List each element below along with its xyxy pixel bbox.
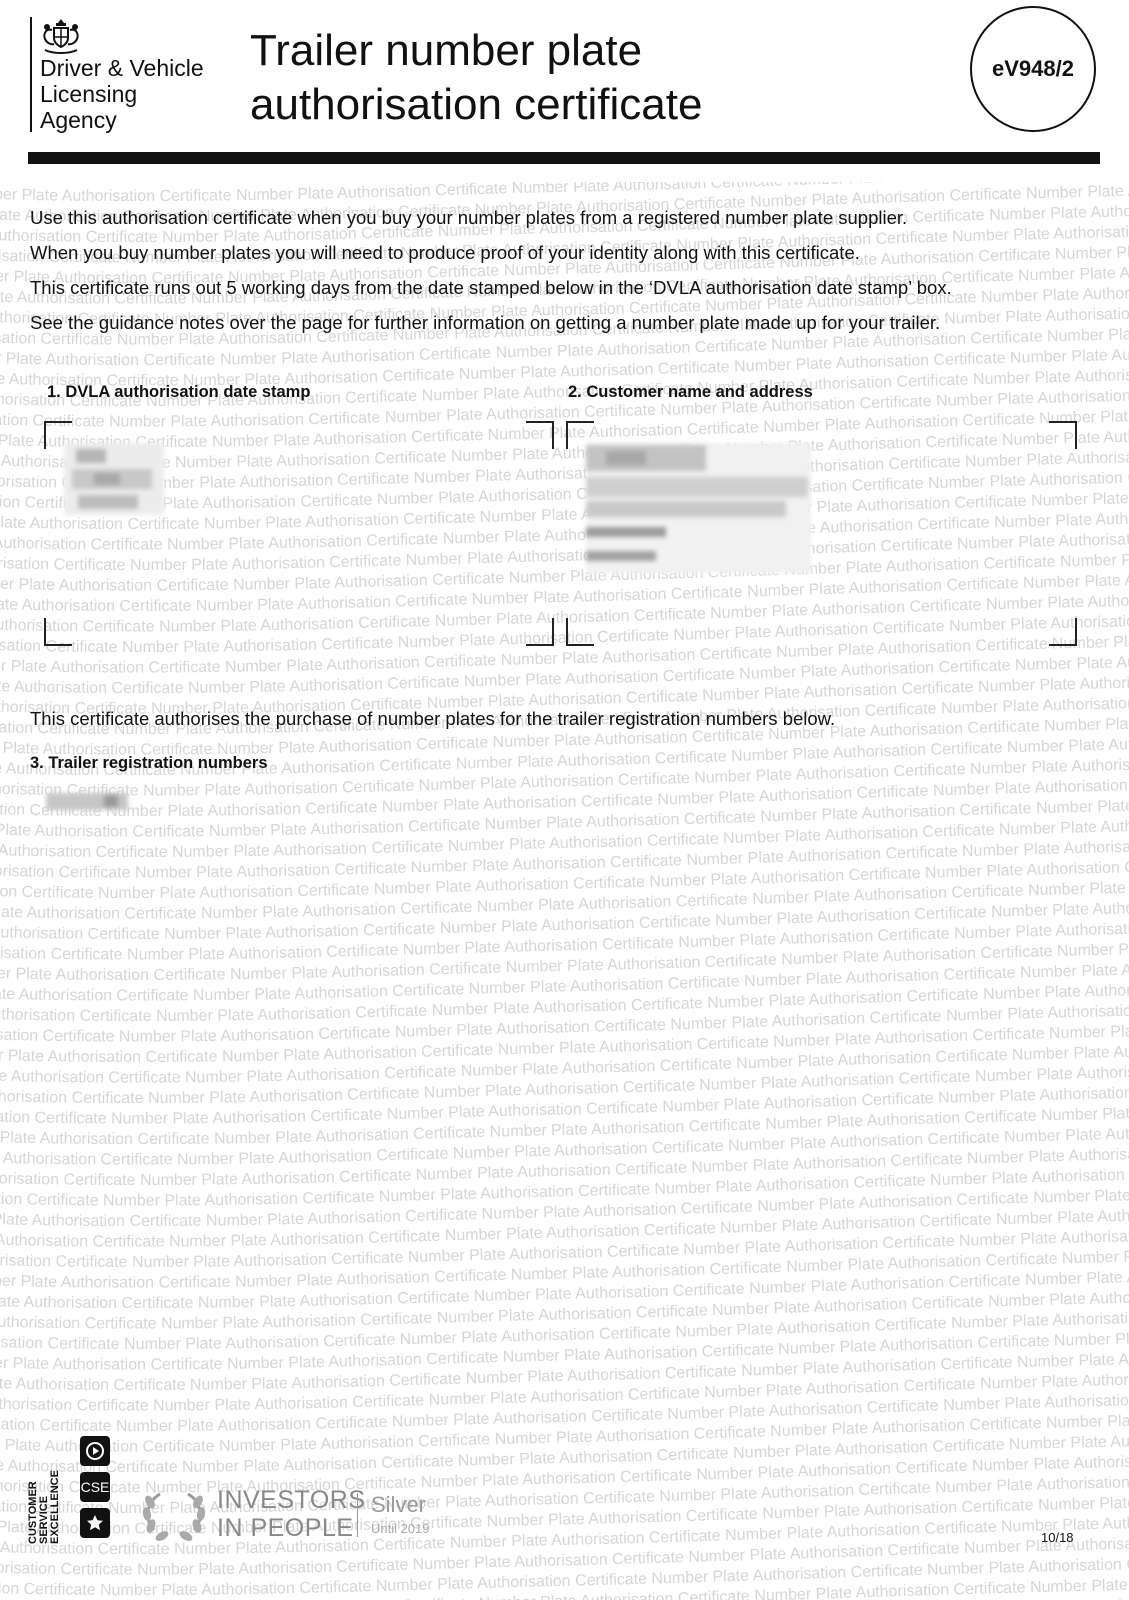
watermark-line: Plate Auth tion Certificate Number Plate Authorisation Certificate Number Plate Authorisation Certificate Number Plate Authorisation Certificate Number Pl [0, 182, 1129, 1456]
watermark-line: er Plate Authorisation Certificate Number Plate Authorisation Certificate Number Plate Authorisation mber Plate Authorisation Certificate Number [0, 182, 1129, 595]
watermark-line: tion Certificate Number Plate Authorisation Certificate Number Plate Authorisation Certificate Number Plate Authorisation Certificate Number Plate Authorisatio [0, 182, 1129, 738]
watermark-line: Authorisation Certificate Number Plate Authorisation Certificate Number Plate Authorisation Certificate Number Plate Authorisation Certificate Number Plate A [0, 182, 1129, 1476]
box-corner [566, 618, 594, 646]
iip-name-line: IN PEOPLE [217, 1514, 366, 1542]
watermark-line: te Authorisation Certificate Number Plate Authorisation Certificate Number Plate Authorisation Certificate Number Plate Authorisation Certificate Number Plate [0, 182, 1129, 308]
watermark-line: sation Certificate Number Plate Authorisation Certificate Number Plate Authorisation Certificate Number Plate Authorisation Certificate Number Plate Authorisati [0, 182, 1129, 267]
watermark-line: late Authorisation Certificate Number Plate Authorisation Certificate Number Plate Authorisation Certificate Number Plate Authorisation Certificate Number Plat [0, 182, 1129, 1230]
watermark-line: ation Certificate Number Plate Authorisation Certificate Number Plate [0, 182, 1129, 1600]
watermark-line: ation Certificate Number Plate Authorisation Certificate Number Plate Authorisation Certificate Number Plate Authorisation Certificate Number Plate Authorisatio [0, 182, 1129, 1435]
watermark-line: e Authorisation Certificate Number Plate Authorisation Certificate Number Plate Authorisation Certificate Number Plate Authorisation Certificate Number Plate A [0, 182, 1129, 697]
iip-divider [357, 1493, 358, 1537]
cse-caption-line: CUSTOMER [28, 1474, 39, 1544]
watermark-line: risation Certificate Number Plate Authorisation Certificate Number Plate Authorisation Certificate Number Plate Authorisation Certificate Number Plate Authoris [0, 182, 1129, 1189]
watermark-line: on Certificate Number Plate Authorisation Certificate Number Plate Authorisation Certificate Number Plate Authorisation Certificate Number Plate Authorisation [0, 182, 1129, 1599]
watermark-line: ate Authorisation Certificate Number Plate Authorisation Certificate Number Plate Authorisation Certificate Number Plate Authorisation Certificate Number Plate [0, 182, 1129, 923]
redacted-customer-address [586, 443, 811, 573]
watermark-line: Plate Authorisation Certificate Number Plate Authorisation Certificate Number Plate Authorisation Certificate Number Plate Authorisation Certificate Number Pl [0, 182, 1129, 369]
watermark-line: horisation Certificate Number Plate Authorisation Certificate Number Plate Authorisation Certificate Number Plate Authorisation Certificate Number Plate Autho [0, 182, 1129, 328]
watermark-line: tion Certificate Number Plate Authorisation Certificate Number Plate Authorisation Certificate Number Plate Authorisation Certificate Number Plate Authorisatio [0, 182, 1129, 1128]
watermark-line: Plate Authorisation Certificate Number Plate Authorisation Certificate Number Plate Authorisation Certificate Number Plate Authorisation Certificate Number Pla [0, 182, 1129, 759]
agency-name-line: Driver & Vehicle [40, 55, 230, 81]
watermark-line: ation Certificate Number Plate Authorisation Certificate Number Plate Authorisation Certificate Number Plate Authorisation Certificate Number Plate Authorisati [0, 182, 1129, 349]
iip-name-line: INVESTORS [217, 1486, 366, 1514]
watermark-line: Plate Authorisation Certificate Number Plate Authorisation Certificate Number Plate Authorisation Certificate Number Plate Authorisation Certificate Number Pl [0, 182, 1129, 1066]
watermark-line: sation Certificate Number Plate Authorisation Certificate Number Plate Authorisation Certificate Number Plate Authorisation Certificate Number Plate Authorisati [0, 182, 1129, 1353]
intro-line: Use this authorisation certificate when you buy your number plates from a registered number plate supplier. [30, 206, 1110, 230]
watermark-line: ion Certificate Number Plate Authorisation Certificate Number Plate Authorisation Certificate Number Plate Authorisation Certificate Number Plate Authorisation [0, 182, 1129, 820]
watermark-line: horisation Certificate Number Plate Authorisation Certificate Number Plate Authorisation Certificate Number Plate Authorisation Certificate Number Plate Author [0, 182, 1129, 718]
watermark-line: e Authorisation Certificate Number Plate Authorisation Certificate Number Plate Authorisation Certificate Number Plate Authorisation Certificate Number Plate A [0, 182, 1129, 1394]
watermark-line: ation Certificate Number Plate Authorisation Certificate Number Plate Authorisation Certificate Number Plate Authorisation Certificate Number Plate Authorisati [0, 182, 1129, 656]
watermark-line: risation mber Plate Authorisation Certificate Number Plate Authorisa thorisation Certificate Number Plate Authoris [0, 182, 1129, 492]
watermark-line: Authorisation Certificate Number Plate Authorisation Certificate Number Plate Authorisation Certificate Number Plate Authorisation Certificate Number Plate Aut [0, 182, 1129, 1558]
form-code-badge: eV948/2 [970, 6, 1096, 132]
watermark-line: late Authorisation Certificate Number Plate Authorisation Certificate Number Plate Plate Authorisation Certificate Number Plate [0, 182, 1129, 533]
watermark-line: on Certificate Number Plate Authorisation Certificate Number Plate Authorisation Certificate Number Plate Authorisation Certificate Number Plate Authorisation [0, 182, 1129, 902]
watermark-line: er Plate Authorisation Certificate Number Plate Authorisation Certificate Number Plate Authorisation Certificate Number Plate Authorisation Certificate Number [0, 182, 1129, 1292]
box-corner [1049, 618, 1077, 646]
investors-in-people-name [217, 1486, 366, 1542]
watermark-line: tion Certific Num er Plat Authorisation Certificate Number Plate Authorisation Certificate Number Plate Authorisation Certificate Number Plate Authorisatio [0, 182, 1129, 1517]
watermark-line: r Plate Authorisation Certificate Number Plate Authorisation Certificate Number Plate Authorisation Certificate Number Plate Authorisation Certificate Number P [0, 182, 1129, 984]
watermark-line: on Certif Plate Authorisation Certificate Number Plate Authorisation C ation Certificate Number Plate Authorisation [0, 182, 1129, 513]
cse-caption-line: SERVICE [39, 1474, 50, 1544]
watermark-line: late Aut ificate Number Plate Authorisation Certificate Number Plate Authorisation Certificate Number Plate Authorisation Certificate Number Plat [0, 182, 1129, 451]
agency-name-line: Licensing [40, 81, 230, 107]
title-line: Trailer number plate [250, 24, 890, 78]
box-corner [1049, 421, 1077, 449]
watermark-line: te Authorisation Certificate Number Plate Authorisation Certificate Number Plate Authorisation Certificate Number Plate Authorisation Certificate Number Plate [0, 182, 1129, 615]
watermark-line: ion Certificate Number Plate Authorisation Certificate Number Plate Authorisation Certificate Number Plate Authorisation Certificate Number Plate Authorisation [0, 182, 1129, 1210]
cse-caption-line: EXCELLENCE [50, 1474, 61, 1544]
redacted-registration-numbers [46, 793, 128, 810]
watermark-line: orisation Certificate Number Plate Authorisation Certificate Number Plate Authorisation Certificate Number Plate Authorisation Certificate Number Plate Authori [0, 182, 1129, 1107]
watermark-line: orisation Certificate Number Plate Authorisation Certificate Number Plate Authorisation Certificate Number Plate Authorisation Certificate Number Plate Authori [0, 182, 1129, 800]
watermark-line: tion Certificate Number Plate Authorisation Certificate Number Plate Authorisation Certificate Number Plate Authorisation Certificate Number Plate Authorisatio [0, 182, 1129, 431]
watermark-line: r Plate Authorisation Certificate Number Plate Authorisation Certificate Number Plate Authorisation Certificate Number Plate Authorisation Certificate Number P [0, 182, 1129, 1374]
watermark-line: te Authorisation Certificate Number Plate Authorisation Certificate Number Plate Authorisation Certificate Number Plate Authorisation Certificate Number Plate [0, 182, 1129, 1005]
watermark-line: risation Certificate Number Plate Authorisation Certificate Number Plate Authorisation Certificate Number Plate Authorisation Certificate Number Plate Authoris [0, 182, 1129, 882]
star-icon [80, 1508, 110, 1538]
watermark-line: horisation Certificate Number Plate Authorisation Certificate Number Plate Authorisation Certificate Number Plate Authorisation Certificate Number Plate Author [0, 182, 1129, 1415]
intro-line: See the guidance notes over the page for further information on getting a number plate made up for your trailer. [30, 311, 1110, 335]
watermark-line: Authorisation Certificate Number Plate Authorisation Certificate Number Plate Authorisation Certificate Number Plate Authorisation Certificate Number Plate A [0, 182, 1129, 1087]
watermark-line: orisation C cate Number Plate Authorisation Certificate Number Plate Authorisation Certificate Number Plate Authorisation Certificate Number Plate Authori [0, 182, 1129, 1497]
watermark-line: r Plate Authorisation Certificate Number Plate Authorisation Certificate Number Plate Authorisation Certificate Number Plate Authorisation Certificate Number Pl [0, 182, 1129, 677]
watermark-line: late Autho ion C rtifica e Number Plate Autho isation Certificate Number Plate Authorisation Certificate Number Plate Authorisation Certificate Number Plat [0, 182, 1129, 1538]
intro-line: This certificate runs out 5 working days from the date stamped below in the ‘DVLA authorisation date stamp’ box. [30, 276, 1110, 300]
watermark-line: er Plate Authorisation Certificate Number Plate Authorisation Certificate Number Plate Authorisation Certif [0, 182, 1129, 205]
agency-name-line: Agency [40, 107, 230, 133]
watermark-line: Authorisation Certificate Number Plate Authorisation Certificate Number Plate Authorisation Certificate Number Plate Authorisation Certificate Number Plate Au [0, 182, 1129, 1169]
play-icon [80, 1436, 110, 1466]
watermark-line: uthorisation Certificate Number Plate Authorisation Certificate Number Plate Authorisation Certificate Number Plate Authorisation Certificate Number Plate Auth [0, 182, 1129, 943]
watermark-line: Authoris e Number Plate Authorisation Certificate Number Plate Auth te Authorisation Certificate Number Plate Aut [0, 182, 1129, 472]
watermark-line: te Authorisation Certificate Number Plate Authorisation Certificate Number Plate Authorisation Certificate Number Plate Authorisation Certificate Number Plate [0, 182, 1129, 1312]
title-line: authorisation certificate [250, 78, 890, 132]
watermark-line: late Authorisation Certificate Number Plate Authorisation Certificate Number Plate Authorisation Certificate Number Plate Authorisation Certificate Number Plat [0, 182, 1129, 841]
watermark-line: thorisation Certificate Number Plate Authorisation Certificate Number Plate Authorisation Certificate Number Plate Authorisation Certificate Number Plate Auth [0, 182, 1129, 1333]
box-corner [44, 618, 72, 646]
watermark-line: isation Certificate Number Plate Authorisation Certificate Number Plate Authorisation Certificate Number Plate Authorisation Certificate Number Plate Authorisa [0, 182, 1129, 1271]
authorisation-statement: This certificate authorises the purchase of number plates for the trailer registration numbers below. [30, 708, 835, 730]
trailer-registration-label: 3. Trailer registration numbers [30, 754, 268, 773]
watermark-line: Plate Authorisation Certificate Number Plate Authorisation Certificate Number Plate Authorisation Certificate Number Plate Authorisation Certificate Number Pla [0, 182, 1129, 1148]
watermark-line: thorisation Certificate Number Plate Authorisation Certificate Number Plate Authorisation Certificate Number Plate Authorisation Certificate Number Plate Autho [0, 182, 1129, 1025]
document-version-ref: 10/18 [1041, 1530, 1074, 1545]
intro-text [30, 206, 1110, 346]
watermark-line: thorisation Certificate Number Plate Authorisation Certificate Number Plate Authorisation Certificate Number Plate Authorisation Certificate Number Plate Autho [0, 182, 1129, 636]
box-corner [526, 618, 554, 646]
customer-address-box [566, 421, 1077, 646]
watermark-line: uthorisation Certificate Number Plate Authorisation Certificate Number Plate Authorisation Certificate Number Plate Authorisation Certificate Number Plate Aut [0, 182, 1129, 861]
intro-line: When you buy number plates you will need to produce proof of your identity along with this certificate. [30, 241, 1110, 265]
watermark-line: risation Certificate Number Plate Authorisation Certificate Number Plate Authorisation Certificate Number Plate Authorisation Certificate Number Plate Authoris [0, 182, 1129, 1579]
date-stamp-box [44, 421, 554, 646]
watermark-line: Authorisation Certificate Number Plate Authorisation Certificate Number Plate Authorisation Certificate Number Plate Authorisation Certificate Number Plate Au [0, 182, 1129, 779]
watermark-line: uthorisation Certificate Number Plate Authorisation Certificate Number Plate Authorisation Certificate Number Plate Authorisation Certificate Number Plate Aut [0, 182, 1129, 1251]
watermark-line: te Authorisation Certificate Number Plate Authorisation Certificate Number Plate Authorisation Certificate Number Plate Authorisation Certificate Number Plate [0, 182, 1129, 226]
date-stamp-label: 1. DVLA authorisation date stamp [47, 383, 310, 402]
box-corner [526, 421, 554, 449]
watermark-line: isation Certificate Number Plate Authorisation Certificate Number Plate Authorisation Certificate Number Plate Authorisation Certificate Number Plate Authorisat [0, 182, 1129, 964]
watermark-line: Authorisation Certificate Number Plate Authorisation Certificate Number Plate Authorisation Certificate Number Plate Authorisation Certificate Number Plate A [0, 182, 1129, 390]
watermark-line: uthorisation Certificate Number Plate Authorisation Certificate Number Plate Autho e Authorisation Certificate Number Plate Auth [0, 182, 1129, 554]
watermark-line: thorisation Certificate Number Plate Authorisation Certificate Number Plate Authorisation Certificate Number Plate Authorisation Certificate Number Plate Auth [0, 182, 1129, 246]
watermark-line: orisation Certificate Number Plate Authorisation Certificate Number Plate Authorisation Certificate Number Plate Authorisation Certificate Number Plate Authori [0, 182, 1129, 410]
customer-label: 2. Customer name and address [568, 383, 813, 402]
iip-accreditation-expiry: Until 2019 [371, 1521, 430, 1536]
redacted-date-stamp [64, 443, 164, 515]
laurel-wreath-icon [140, 1484, 208, 1544]
cse-caption [28, 1474, 46, 1544]
watermark-line: r Plate Authorisation Certificate Number Plate Authorisation Certificate Number Plate Authorisation Certificate Number Plate Authorisation Certificate Number P [0, 182, 1129, 287]
watermark-line: isation Certificate Number Plate Authorisation Certificate Number Plate Authorisati horisation Certificate Number Plate Authorisa [0, 182, 1129, 574]
iip-accreditation-level: Silver [371, 1492, 426, 1518]
cse-badge: CSE [80, 1472, 110, 1502]
watermark-line: ation Certificate Number Plate Authorisation Certificate Number Plate Authorisation Certificate Number Plate Authorisation Certificate Number Plate Authorisati [0, 182, 1129, 1046]
